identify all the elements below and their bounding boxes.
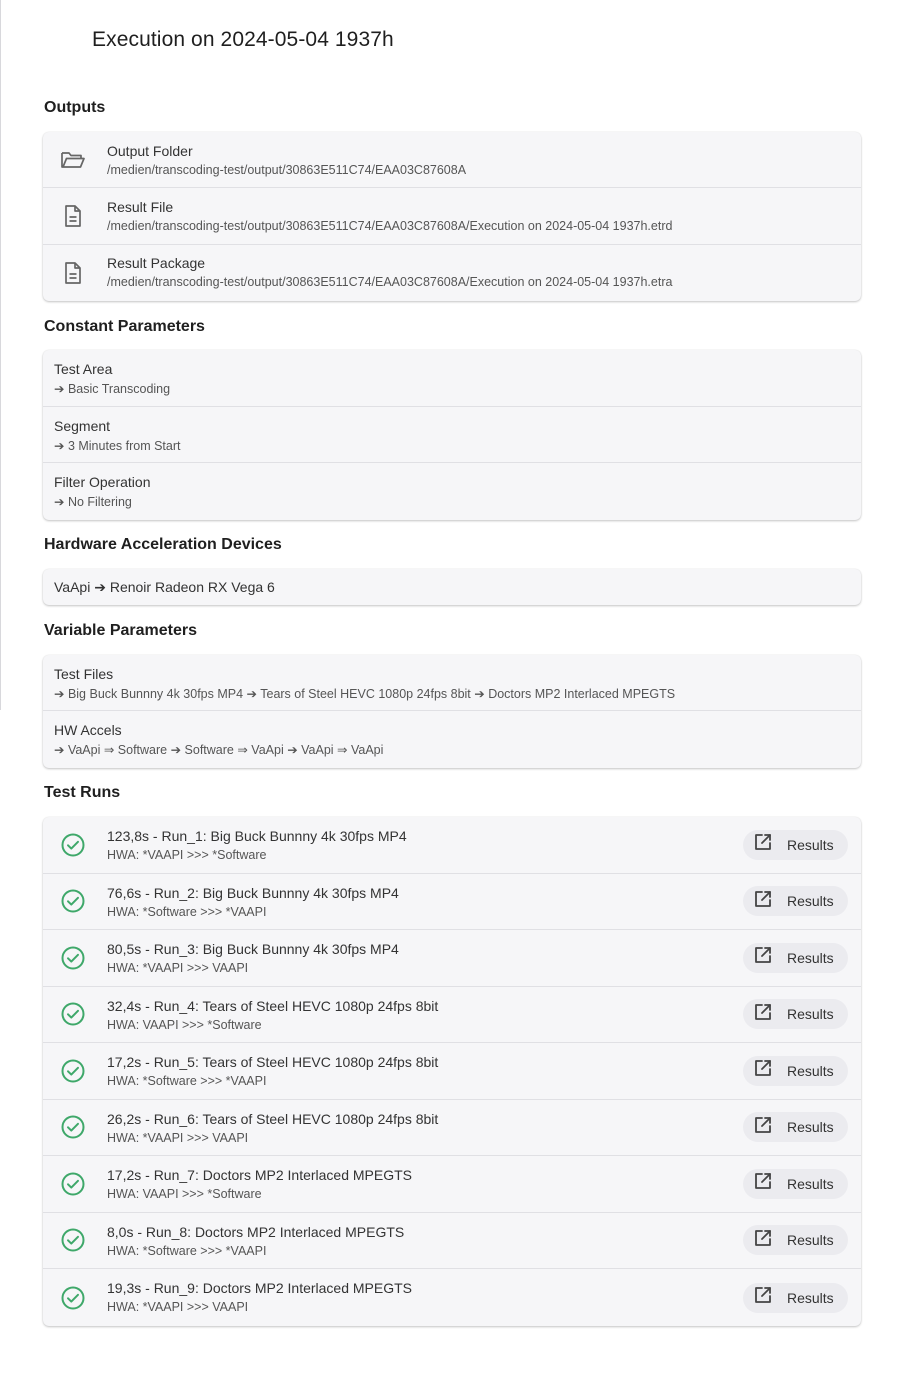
open-in-new-icon xyxy=(753,1058,773,1083)
parameter-row-segment xyxy=(43,407,861,463)
parameter-value: ➔ 3 Minutes from Start xyxy=(54,439,181,453)
parameter-value: ➔ VaApi ⇒ Software ➔ Software ⇒ VaApi ➔ VaApi ⇒ VaApi xyxy=(54,743,384,757)
check-circle-icon xyxy=(60,1171,86,1197)
folder-open-icon xyxy=(60,147,86,173)
test-run-hwa: HWA: VAAPI >>> *Software xyxy=(107,1187,262,1201)
test-run-title: 8,0s - Run_8: Doctors MP2 Interlaced MPEGTS xyxy=(107,1223,405,1240)
outputs-card xyxy=(43,132,861,301)
results-button-label: Results xyxy=(787,949,834,966)
page-title: Execution on 2024-05-04 1937h xyxy=(92,28,394,51)
open-in-new-icon xyxy=(753,1171,773,1196)
open-in-new-icon xyxy=(753,1115,773,1140)
parameter-name: Segment xyxy=(54,418,111,434)
test-run-row xyxy=(43,1100,861,1157)
results-button[interactable] xyxy=(743,886,848,916)
open-in-new-icon xyxy=(753,832,773,857)
parameter-name: HW Accels xyxy=(54,722,122,738)
results-button[interactable] xyxy=(743,1225,848,1255)
results-button[interactable] xyxy=(743,1283,848,1313)
test-run-title: 76,6s - Run_2: Big Buck Bunnny 4k 30fps MP4 xyxy=(107,884,399,901)
parameter-name: Test Files xyxy=(54,666,114,682)
results-button[interactable] xyxy=(743,830,848,860)
open-in-new-icon xyxy=(753,1285,773,1310)
test-run-row xyxy=(43,1269,861,1326)
check-circle-icon xyxy=(60,832,86,858)
check-circle-icon xyxy=(60,1058,86,1084)
output-path: /medien/transcoding-test/output/30863E511C74/EAA03C87608A/Execution on 2024-05-04 1937h.etra xyxy=(107,275,673,289)
check-circle-icon xyxy=(60,1227,86,1253)
output-path: /medien/transcoding-test/output/30863E511C74/EAA03C87608A/Execution on 2024-05-04 1937h.etrd xyxy=(107,219,673,233)
output-row-result-package[interactable] xyxy=(43,245,861,301)
parameter-row-hw-accels xyxy=(43,711,861,768)
test-run-hwa: HWA: *Software >>> *VAAPI xyxy=(107,1243,267,1258)
open-in-new-icon xyxy=(753,1228,773,1253)
left-divider xyxy=(0,0,1,710)
test-run-hwa: HWA: *Software >>> *VAAPI xyxy=(107,904,267,919)
results-button[interactable] xyxy=(743,943,848,973)
test-run-hwa: HWA: *VAAPI >>> VAAPI xyxy=(107,1130,249,1145)
results-button-label: Results xyxy=(787,1232,834,1249)
results-button[interactable] xyxy=(743,1112,848,1142)
test-run-hwa: HWA: *VAAPI >>> *Software xyxy=(107,848,267,862)
output-label: Output Folder xyxy=(107,143,193,159)
parameter-row-filter-operation xyxy=(43,463,861,520)
check-circle-icon xyxy=(60,1001,86,1027)
test-run-row xyxy=(43,874,861,931)
parameter-row-test-area xyxy=(43,350,861,407)
section-title-constant-parameters: Constant Parameters xyxy=(44,318,205,335)
test-run-title: 26,2s - Run_6: Tears of Steel HEVC 1080p 24fps 8bit xyxy=(107,1110,439,1127)
file-icon xyxy=(60,260,86,286)
test-run-hwa: HWA: VAAPI >>> *Software xyxy=(107,1017,262,1032)
output-row-result-file[interactable] xyxy=(43,188,861,245)
hardware-devices-card xyxy=(43,569,861,605)
test-run-hwa: HWA: *VAAPI >>> VAAPI xyxy=(107,1300,249,1314)
check-circle-icon xyxy=(60,1114,86,1140)
parameter-name: Test Area xyxy=(54,361,113,377)
test-runs-card xyxy=(43,817,861,1326)
results-button-label: Results xyxy=(787,836,834,853)
parameter-row-test-files xyxy=(43,655,861,711)
open-in-new-icon xyxy=(753,889,773,914)
hardware-device-text: VaApi ➔ Renoir Radeon RX Vega 6 xyxy=(54,579,275,595)
test-run-row xyxy=(43,930,861,987)
test-run-row xyxy=(43,1043,861,1100)
output-label: Result Package xyxy=(107,255,206,271)
test-run-row xyxy=(43,1213,861,1270)
test-run-row xyxy=(43,1156,861,1213)
output-path: /medien/transcoding-test/output/30863E511C74/EAA03C87608A xyxy=(107,163,467,177)
test-run-title: 19,3s - Run_9: Doctors MP2 Interlaced MPEGTS xyxy=(107,1280,413,1296)
section-title-variable-parameters: Variable Parameters xyxy=(44,622,197,639)
test-run-title: 32,4s - Run_4: Tears of Steel HEVC 1080p 24fps 8bit xyxy=(107,997,439,1014)
section-title-hardware-acceleration: Hardware Acceleration Devices xyxy=(44,536,282,553)
results-button-label: Results xyxy=(787,1062,834,1079)
parameter-value: ➔ Big Buck Bunnny 4k 30fps MP4 ➔ Tears of Steel HEVC 1080p 24fps 8bit ➔ Doctors MP2 Interlaced MPEGTS xyxy=(54,687,676,701)
test-run-row xyxy=(43,817,861,874)
results-button-label: Results xyxy=(787,1289,834,1306)
results-button-label: Results xyxy=(787,1119,834,1136)
open-in-new-icon xyxy=(753,945,773,970)
results-button[interactable] xyxy=(743,1169,848,1199)
test-run-title: 123,8s - Run_1: Big Buck Bunnny 4k 30fps MP4 xyxy=(107,828,407,844)
check-circle-icon xyxy=(60,945,86,971)
output-label: Result File xyxy=(107,199,174,215)
check-circle-icon xyxy=(60,888,86,914)
constant-parameters-card xyxy=(43,350,861,520)
output-row-folder[interactable] xyxy=(43,132,861,188)
parameter-value: ➔ Basic Transcoding xyxy=(54,382,171,396)
check-circle-icon xyxy=(60,1285,86,1311)
results-button[interactable] xyxy=(743,999,848,1029)
variable-parameters-card xyxy=(43,655,861,768)
section-title-test-runs: Test Runs xyxy=(44,784,121,801)
test-run-hwa: HWA: *VAAPI >>> VAAPI xyxy=(107,961,249,975)
test-run-hwa: HWA: *Software >>> *VAAPI xyxy=(107,1074,267,1088)
parameter-name: Filter Operation xyxy=(54,474,151,490)
hardware-device-row xyxy=(43,569,861,605)
results-button[interactable] xyxy=(743,1056,848,1086)
open-in-new-icon xyxy=(753,1002,773,1027)
test-run-title: 80,5s - Run_3: Big Buck Bunnny 4k 30fps MP4 xyxy=(107,941,399,957)
section-title-outputs: Outputs xyxy=(44,99,106,116)
file-icon xyxy=(60,203,86,229)
results-button-label: Results xyxy=(787,1006,834,1023)
test-run-title: 17,2s - Run_5: Tears of Steel HEVC 1080p 24fps 8bit xyxy=(107,1054,439,1070)
results-button-label: Results xyxy=(787,1175,834,1192)
parameter-value: ➔ No Filtering xyxy=(54,495,132,509)
test-run-row xyxy=(43,987,861,1044)
test-run-title: 17,2s - Run_7: Doctors MP2 Interlaced MPEGTS xyxy=(107,1167,413,1183)
results-button-label: Results xyxy=(787,893,834,910)
